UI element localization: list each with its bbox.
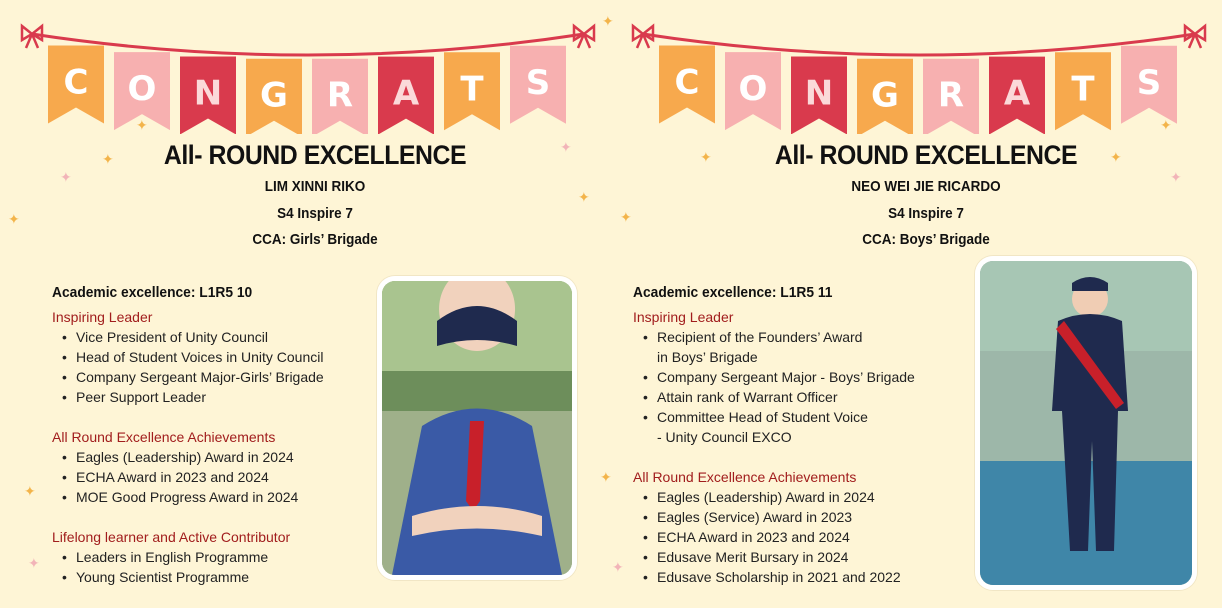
sparkle-icon: ✦	[1110, 149, 1122, 165]
achievements-list	[633, 284, 963, 587]
sparkle-icon: ✦	[8, 211, 20, 227]
banner-letter: S	[525, 62, 551, 103]
banner-letter: O	[738, 69, 768, 110]
banner-flag	[1055, 52, 1111, 130]
student-name: LIM XINNI RIKO	[264, 178, 366, 195]
list-item: • Edusave Merit Bursary in 2024	[657, 547, 963, 567]
sparkle-icon: ✦	[612, 559, 624, 575]
banner-flag	[791, 57, 847, 134]
banner-letter: T	[460, 69, 484, 110]
banner-flag	[378, 57, 434, 134]
academic-excellence: Academic excellence: L1R5 11	[633, 284, 833, 301]
list-item: • Head of Student Voices in Unity Council	[76, 347, 382, 367]
bow-icon	[1185, 26, 1205, 48]
banner-letter: C	[63, 62, 89, 103]
banner-flag	[1121, 46, 1177, 124]
banner-flag	[923, 59, 979, 134]
banner-letter: O	[127, 69, 157, 110]
banner-flag	[989, 57, 1045, 134]
student-photo	[377, 276, 577, 580]
section-heading: Inspiring Leader	[52, 309, 153, 325]
list-item: • Committee Head of Student Voice	[657, 407, 963, 427]
student-cca: CCA: Boys’ Brigade	[862, 231, 990, 248]
section-heading: Inspiring Leader	[633, 309, 734, 325]
section-heading: All Round Excellence Achievements	[633, 469, 857, 485]
bow-icon	[22, 26, 42, 48]
list-item: • Eagles (Service) Award in 2023	[657, 507, 963, 527]
banner-letter: N	[804, 73, 834, 114]
award-title: All- ROUND EXCELLENCE	[774, 140, 1078, 170]
section-heading: Lifelong learner and Active Contributor	[52, 529, 291, 545]
student-cca: CCA: Girls’ Brigade	[252, 231, 378, 248]
list-item: • ECHA Award in 2023 and 2024	[657, 527, 963, 547]
sparkle-icon: ✦	[60, 169, 72, 185]
banner-letter: S	[1136, 62, 1162, 103]
student-class: S4 Inspire 7	[888, 205, 964, 222]
list-item: • Attain rank of Warrant Officer	[657, 387, 963, 407]
banner-flag	[48, 46, 104, 124]
list-item: - Unity Council EXCO	[657, 429, 792, 445]
list-item: • Peer Support Leader	[76, 387, 382, 407]
banner-letter: A	[392, 73, 420, 114]
banner-letter: T	[1071, 69, 1095, 110]
section-heading: All Round Excellence Achievements	[52, 429, 276, 445]
list-item: • Eagles (Leadership) Award in 2024	[76, 447, 382, 467]
list-item: • Eagles (Leadership) Award in 2024	[657, 487, 963, 507]
right-panel	[611, 0, 1222, 608]
banner-flag	[180, 57, 236, 134]
list-item: • Vice President of Unity Council	[76, 327, 382, 347]
banner-flag	[444, 52, 500, 130]
banner-flag	[246, 59, 302, 134]
sparkle-icon: ✦	[560, 139, 572, 155]
sparkle-icon: ✦	[620, 209, 632, 225]
list-item: in Boys’ Brigade	[657, 349, 758, 365]
banner-flag	[725, 52, 781, 130]
sparkle-icon: ✦	[28, 555, 40, 571]
banner-letter: G	[871, 75, 899, 116]
list-item: • Recipient of the Founders’ Award	[657, 327, 963, 347]
sparkle-icon: ✦	[102, 151, 114, 167]
list-item: • Edusave Scholarship in 2021 and 2022	[657, 567, 963, 587]
achievements-list	[52, 284, 382, 587]
list-item: • Company Sergeant Major - Boys’ Brigade	[657, 367, 963, 387]
list-item: • ECHA Award in 2023 and 2024	[76, 467, 382, 487]
banner-letter: A	[1003, 73, 1031, 114]
sparkle-icon: ✦	[1170, 169, 1182, 185]
list-item: • Young Scientist Programme	[76, 567, 382, 587]
banner-letter: R	[937, 75, 965, 116]
list-item: • MOE Good Progress Award in 2024	[76, 487, 382, 507]
banner-letter: R	[326, 75, 354, 116]
student-name: NEO WEI JIE RICARDO	[851, 178, 1001, 195]
sparkle-icon: ✦	[1160, 117, 1172, 133]
list-item: • Leaders in English Programme	[76, 547, 382, 567]
bow-icon	[574, 26, 594, 48]
sparkle-icon: ✦	[602, 13, 614, 29]
student-class: S4 Inspire 7	[277, 205, 353, 222]
banner-flag	[659, 46, 715, 124]
congrats-bunting	[18, 14, 598, 134]
sparkle-icon: ✦	[600, 469, 612, 485]
award-title: All- ROUND EXCELLENCE	[163, 140, 467, 170]
sparkle-icon: ✦	[700, 149, 712, 165]
sparkle-icon: ✦	[24, 483, 36, 499]
banner-letter: N	[193, 73, 223, 114]
banner-letter: C	[674, 62, 700, 103]
list-item: • Company Sergeant Major-Girls’ Brigade	[76, 367, 382, 387]
congrats-bunting	[629, 14, 1209, 134]
student-photo	[975, 256, 1197, 590]
sparkle-icon: ✦	[136, 117, 148, 133]
bow-icon	[633, 26, 653, 48]
banner-flag	[510, 46, 566, 124]
banner-flag	[312, 59, 368, 134]
academic-excellence: Academic excellence: L1R5 10	[52, 284, 253, 301]
sparkle-icon: ✦	[578, 189, 590, 205]
banner-letter: G	[260, 75, 288, 116]
banner-flag	[857, 59, 913, 134]
